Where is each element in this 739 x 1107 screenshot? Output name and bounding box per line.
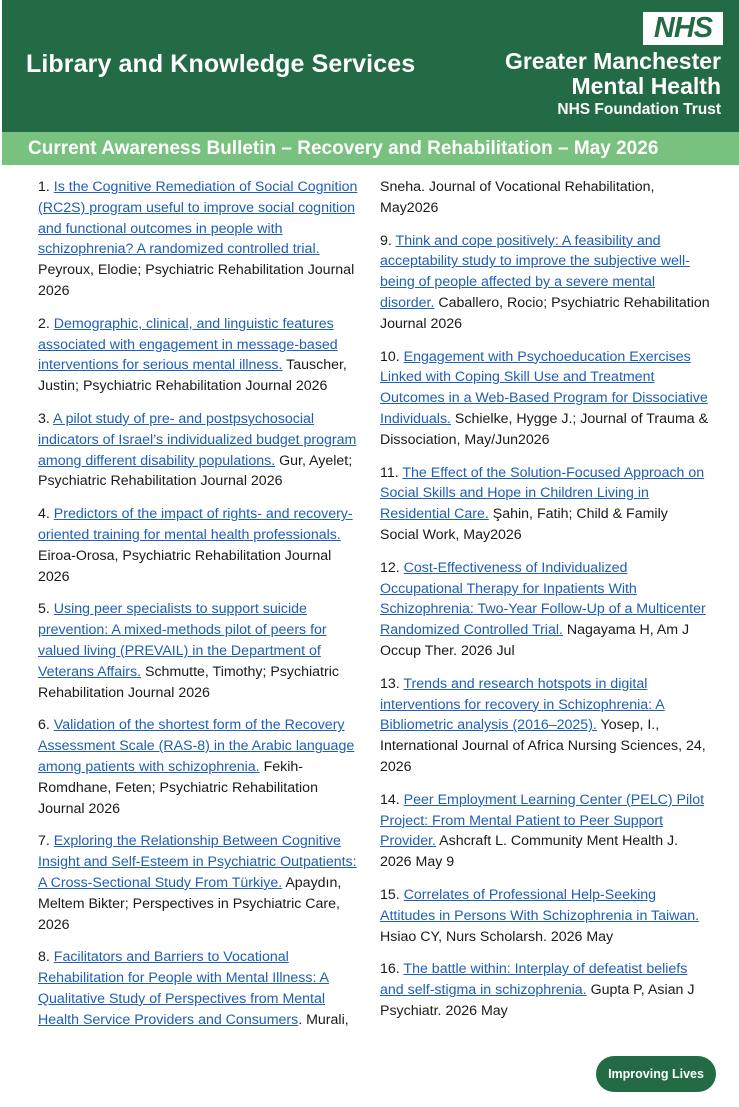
list-item — [38, 715, 365, 819]
trust-name-line2: Mental Health — [571, 73, 721, 99]
article-link[interactable]: Predictors of the impact of rights- and recovery-oriented training for mental health professionals. — [38, 506, 353, 543]
right-column — [380, 177, 710, 1034]
list-item — [38, 409, 365, 492]
nhs-logo — [643, 12, 723, 45]
item-citation: Hsiao CY, Nurs Scholarsh. 2026 May — [380, 928, 614, 945]
article-link[interactable]: The battle within: Interplay of defeatist beliefs and self-stigma in schizophrenia. — [380, 961, 688, 999]
article-link[interactable]: Peer Employment Learning Center (PELC) Pilot Project: From Mental Patient to Peer Support Provider. — [380, 791, 705, 850]
list-item — [380, 885, 710, 947]
list-item — [38, 947, 365, 1030]
list-item — [38, 831, 365, 935]
item-number: 9. — [380, 232, 396, 249]
nhs-logo-text: NHS — [653, 12, 713, 44]
item-citation: Schmutte, Timothy; Psychiatric Rehabilitation Journal 2026 — [38, 663, 339, 701]
article-link[interactable]: Facilitators and Barriers to Vocational Rehabilitation for People with Mental Illness: A Qualitative Study of Perspectives from Mental Health Service Providers and Consumers — [38, 949, 330, 1028]
item-number: 10. — [380, 348, 404, 365]
header-bar — [2, 0, 739, 132]
article-link[interactable]: Using peer specialists to support suicide prevention: A mixed-methods pilot of peers for valued living (PREVAIL) in the Department of Veterans Affairs. — [38, 601, 327, 680]
item-number: 7. — [38, 833, 54, 850]
item-citation: Yosep, I., International Journal of Africa Nursing Sciences, 24, 2026 — [380, 717, 706, 775]
list-item — [380, 790, 710, 873]
item-citation: Gur, Ayelet; Psychiatric Rehabilitation Journal 2026 — [38, 452, 353, 490]
article-link[interactable]: Correlates of Professional Help-Seeking Attitudes in Persons With Schizophrenia in Taiwan. — [380, 886, 700, 924]
trust-name — [505, 50, 721, 118]
item-number: 8. — [38, 949, 54, 966]
list-item — [38, 314, 365, 397]
item-citation: Fekih-Romdhane, Feten; Psychiatric Rehabilitation Journal 2026 — [38, 758, 318, 817]
item-citation: Tauscher, Justin; Psychiatric Rehabilitation Journal 2026 — [38, 357, 347, 395]
item-citation: Nagayama H, Am J Occup Ther. 2026 Jul — [380, 622, 690, 659]
list-item — [380, 231, 710, 335]
article-link[interactable]: Demographic, clinical, and linguistic features associated with engagement in message-based interventions for serious mental illness. — [38, 315, 338, 374]
item-citation: Eiroa-Orosa, Psychiatric Rehabilitation Journal 2026 — [38, 547, 332, 585]
item-number: 3. — [38, 410, 53, 427]
item-number: 12. — [380, 559, 404, 576]
item-citation: Gupta P, Asian J Psychiatr. 2026 May — [380, 982, 695, 1019]
item-number: 6. — [38, 717, 54, 734]
item-citation: Peyroux, Elodie; Psychiatric Rehabilitation Journal 2026 — [38, 262, 355, 299]
list-item — [380, 674, 710, 778]
item-citation: Sneha. Journal of Vocational Rehabilitation, May2026 — [380, 179, 655, 216]
item-number: 11. — [380, 464, 403, 481]
list-item — [380, 558, 710, 662]
bulletin-banner — [2, 132, 739, 165]
item-number: 5. — [38, 601, 54, 618]
article-link[interactable]: Is the Cognitive Remediation of Social Cognition (RC2S) program useful to improve social cognition and functional outcomes in people with schizophrenia? A randomized controlled trial. — [38, 179, 358, 258]
trust-name-line3: NHS Foundation Trust — [557, 101, 721, 118]
item-citation: . Murali, — [298, 1011, 349, 1028]
item-number: 14. — [380, 791, 404, 808]
article-link[interactable]: Exploring the Relationship Between Cognitive Insight and Self-Esteem in Psychiatric Outpatients: A Cross-Sectional Study From Türkiye. — [38, 833, 357, 891]
service-title: Library and Knowledge Services — [26, 50, 416, 78]
item-citation: Apaydın, Meltem Bikter; Perspectives in Psychiatric Care, 2026 — [38, 874, 342, 933]
item-citation: Caballero, Rocio; Psychiatric Rehabilitation Journal 2026 — [380, 294, 710, 332]
article-link[interactable]: Validation of the shortest form of the Recovery Assessment Scale (RAS-8) in the Arabic language among patients with schizophrenia. — [38, 717, 355, 775]
list-item — [380, 959, 710, 1021]
bulletin-title: Current Awareness Bulletin – Recovery and Rehabilitation – May 2026 — [28, 138, 659, 159]
list-item — [380, 347, 710, 451]
trust-name-line1: Greater Manchester — [504, 48, 721, 74]
item-number: 16. — [380, 961, 404, 978]
article-link[interactable]: The Effect of the Solution-Focused Approach on Social Skills and Hope in Children Living in Residential Care. — [380, 464, 705, 523]
article-link[interactable]: Trends and research hotspots in digital interventions for recovery in Schizophrenia: A Bibliometric analysis (2016–2025). — [380, 675, 665, 734]
article-link[interactable]: Cost-Effectiveness of Individualized Occupational Therapy for Inpatients With Schizophrenia: Two-Year Follow-Up of a Multicenter Randomized Controlled Trial. — [380, 559, 706, 639]
item-number: 13. — [380, 675, 404, 692]
item-number: 2. — [38, 315, 54, 332]
list-item — [38, 177, 365, 302]
item-number: 4. — [38, 506, 54, 523]
article-link[interactable]: A pilot study of pre- and postpsychosocial indicators of Israel’s individualized budget program among different disability populations. — [38, 410, 357, 469]
list-item — [380, 463, 710, 546]
improving-lives-badge: Improving Lives — [596, 1056, 716, 1092]
item-citation: Schielke, Hygge J.; Journal of Trauma & Dissociation, May/Jun2026 — [380, 410, 709, 448]
article-link[interactable]: Think and cope positively: A feasibility and acceptability study to improve the subjective well-being of people affected by a severe mental disorder. — [380, 232, 690, 311]
list-item-continued — [380, 177, 710, 219]
item-citation: Şahin, Fatih; Child & Family Social Work, May2026 — [380, 506, 668, 543]
list-item — [38, 504, 365, 587]
article-link[interactable]: Engagement with Psychoeducation Exercises Linked with Coping Skill Use and Treatment Outcomes in a Web-Based Program for Dissociative Individuals. — [380, 348, 708, 427]
item-citation: Ashcraft L. Community Ment Health J. 2026 May 9 — [380, 833, 679, 871]
left-column — [38, 177, 365, 1042]
item-number: 1. — [38, 179, 54, 195]
list-item — [38, 599, 365, 703]
item-number: 15. — [380, 886, 404, 903]
